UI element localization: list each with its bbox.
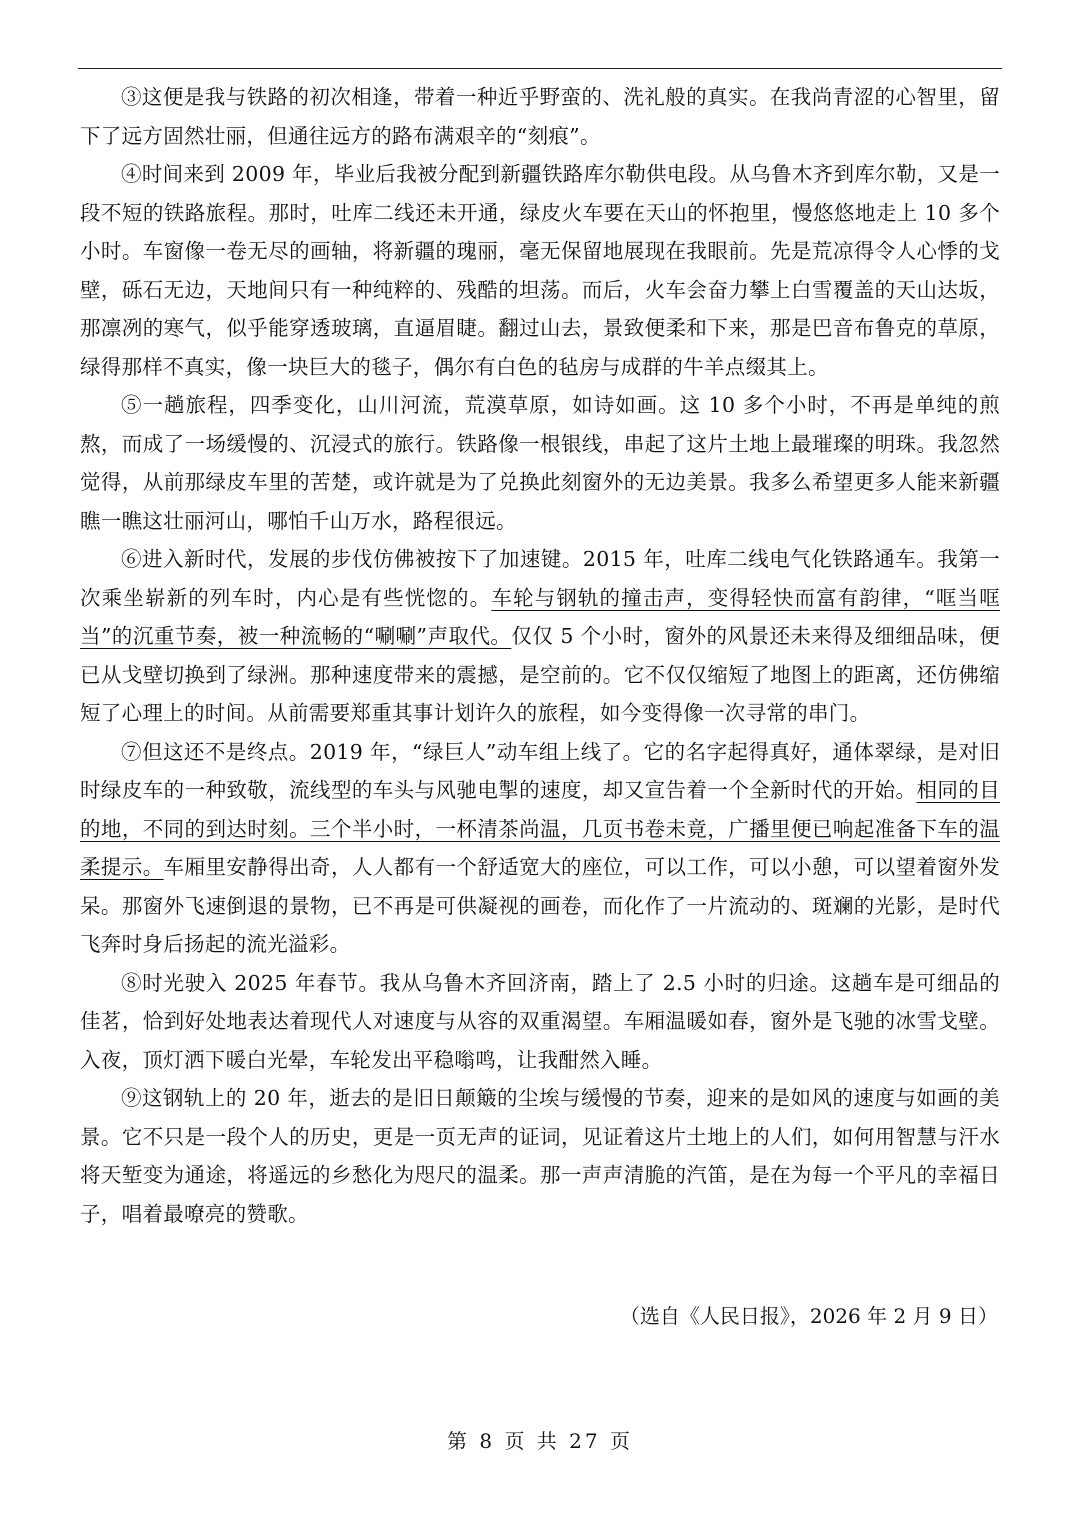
paragraph-text: ⑨这钢轨上的 20 年，逝去的是旧日颠簸的尘埃与缓慢的节奏，迎来的是如风的速度与如画的美景。它不只是一段个人的历史，更是一页无声的证词，见证着这片土地上的人们，如何用智慧与汗水将天堑变为通途，将遥远的乡愁化为咫尺的温柔。那一声声清脆的汽笛，是在为每一个平凡的幸福日子，唱着最嘹亮的赞歌。: [80, 1086, 1000, 1226]
paragraph-5: [80, 386, 1000, 540]
source-citation: （选自《人民日报》，2026 年 2 月 9 日）: [619, 1304, 998, 1328]
paragraph-text: ⑥进入新时代，发展的步伐仿佛被按下了加速键。2015 年，吐库二线电气化铁路通车。我第一次乘坐崭新的列车时，内心是有些恍惚的。: [80, 547, 1000, 610]
paragraph-text: ④时间来到 2009 年，毕业后我被分配到新疆铁路库尔勒供电段。从乌鲁木齐到库尔勒，又是一段不短的铁路旅程。那时，吐库二线还未开通，绿皮火车要在天山的怀抱里，慢悠悠地走上 10 多个小时。车窗像一卷无尽的画轴，将新疆的瑰丽，毫无保留地展现在我眼前。先是荒凉得令人心悸的戈壁，砾石无边，天地间只有一种纯粹的、残酷的坦荡。而后，火车会奋力攀上白雪覆盖的天山达坂，那凛冽的寒气，似乎能穿透玻璃，直逼眉睫。翻过山去，景致便柔和下来，那是巴音布鲁克的草原，绿得那样不真实，像一块巨大的毯子，偶尔有白色的毡房与成群的牛羊点缀其上。: [80, 162, 1000, 379]
underlined-sentence: 车轮与钢轨的撞击声，变得轻快而富有韵律，“哐当哐当”的沉重节奏，被一种流畅的“唰唰”声取代。: [80, 585, 1000, 648]
paragraph-text: ⑤一趟旅程，四季变化，山川河流，荒漠草原，如诗如画。这 10 多个小时，不再是单纯的煎熬，而成了一场缓慢的、沉浸式的旅行。铁路像一根银线，串起了这片土地上最璀璨的明珠。我忽然觉得，从前那绿皮车里的苦楚，或许就是为了兑换此刻窗外的无边美景。我多么希望更多人能来新疆瞧一瞧这壮丽河山，哪怕千山万水，路程很远。: [80, 393, 1000, 533]
paragraph-text: 车厢里安静得出奇，人人都有一个舒适宽大的座位，可以工作，可以小憩，可以望着窗外发呆。那窗外飞速倒退的景物，已不再是可供凝视的画卷，而化作了一片流动的、斑斓的光影，是时代飞奔时身后扬起的流光溢彩。: [80, 855, 1001, 956]
header-rule: [78, 68, 1002, 69]
paragraph-3: [80, 78, 1000, 155]
paragraph-4: [80, 155, 1000, 386]
paragraph-text: ⑧时光驶入 2025 年春节。我从乌鲁木齐回济南，踏上了 2.5 小时的归途。这趟车是可细品的佳茗，恰到好处地表达着现代人对速度与从容的双重渴望。车厢温暖如春，窗外是飞驰的冰雪戈壁。入夜，顶灯洒下暖白光晕，车轮发出平稳嗡鸣，让我酣然入睡。: [80, 970, 1000, 1072]
paragraph-8: [80, 964, 1000, 1080]
paragraph-6: [80, 540, 1000, 733]
page-number: 第 8 页 共 27 页: [447, 1429, 633, 1453]
paragraph-text: ③这便是我与铁路的初次相逢，带着一种近乎野蛮的、洗礼般的真实。在我尚青涩的心智里，留下了远方固然壮丽，但通往远方的路布满艰辛的“刻痕”。: [80, 85, 1000, 148]
paragraph-7: [80, 733, 1000, 964]
paragraph-9: [80, 1079, 1000, 1233]
underlined-sentence: 相同的目的地，不同的到达时刻。三个半小时，一杯清茶尚温，几页书卷未竟，广播里便已响起准备下车的温柔提示。: [80, 778, 1001, 879]
paragraph-text: 仅仅 5 个小时，窗外的风景还未来得及细细品味，便已从戈壁切换到了绿洲。那种速度带来的震撼，是空前的。它不仅仅缩短了地图上的距离，还仿佛缩短了心理上的时间。从前需要郑重其事计划许久的旅程，如今变得像一次寻常的串门。: [80, 624, 1000, 725]
article-body: [80, 78, 1000, 1233]
paragraph-text: ⑦但这还不是终点。2019 年，“绿巨人”动车组上线了。它的名字起得真好，通体翠绿，是对旧时绿皮车的一种致敬，流线型的车头与风驰电掣的速度，却又宣告着一个全新时代的开始。: [80, 739, 1000, 802]
